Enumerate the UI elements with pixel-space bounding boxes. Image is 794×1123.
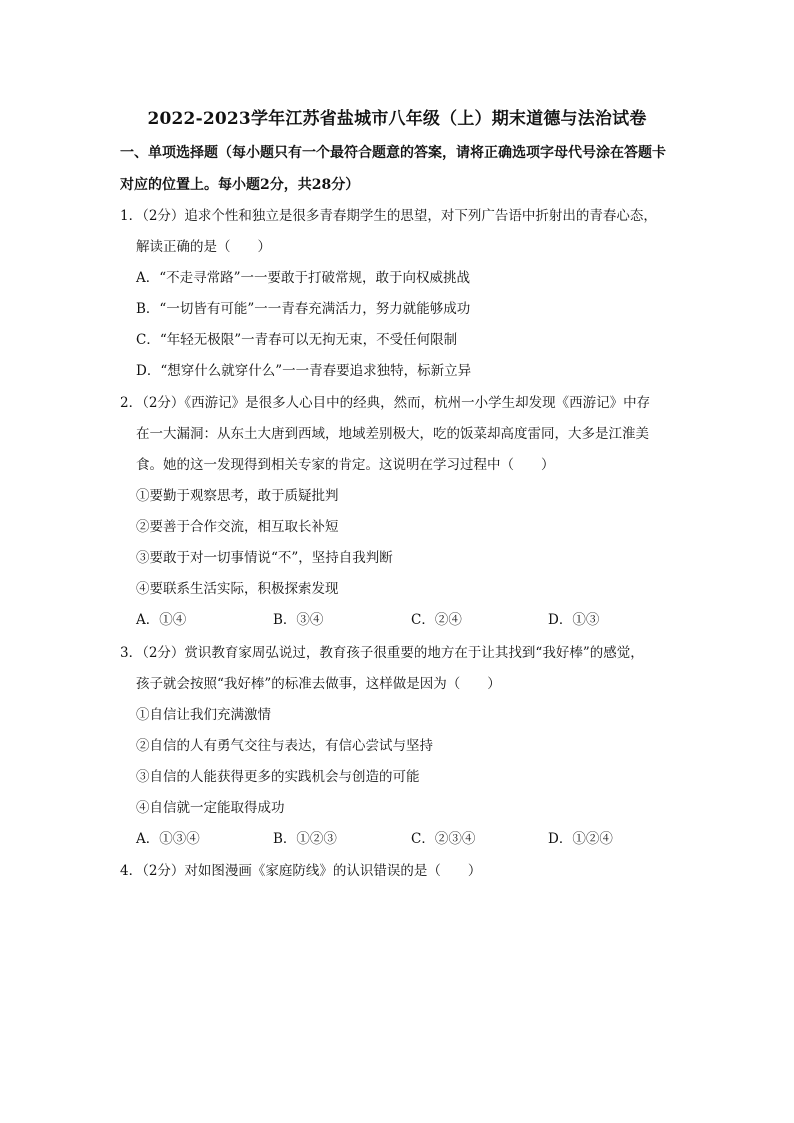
question-2-statement-2: ②要善于合作交流，相互取长补短 [136, 519, 339, 535]
question-2-option-d: D．①③ [548, 612, 600, 628]
question-2-statement-3: ③要敢于对一切事情说“不”，坚持自我判断 [136, 550, 393, 566]
question-2-stem-line-3: 食。她的这一发现得到相关专家的肯定。这说明在学习过程中（ ） [136, 457, 555, 473]
question-3-statement-2: ②自信的人有勇气交往与表达，有信心尝试与坚持 [136, 738, 433, 754]
question-1-stem-line-1: 1．（2分）追求个性和独立是很多青春期学生的思望，对下列广告语中折射出的青春心态， [120, 208, 657, 224]
question-1-option-d: D．“想穿什么就穿什么”一一青春要追求独特，标新立异 [136, 363, 472, 379]
section-heading-line-2: 对应的位置上。每小题2分，共28分） [120, 177, 360, 193]
question-2-option-a: A．①④ [136, 612, 187, 628]
question-3-option-d: D．①②④ [548, 831, 613, 847]
question-2-options [0, 610, 794, 630]
question-1-option-c: C．“年轻无极限”一青春可以无拘无束，不受任何限制 [136, 332, 458, 348]
question-3-options [0, 829, 794, 849]
page-title: 2022-2023学年江苏省盐城市八年级（上）期末道德与法治试卷 [147, 109, 647, 129]
question-3-stem-line-1: 3．（2分）赏识教育家周弘说过，教育孩子很重要的地方在于让其找到“我好棒”的感觉， [120, 645, 644, 661]
question-1-stem-line-2: 解读正确的是（ ） [136, 239, 271, 255]
question-2-stem-line-1: 2．（2分）《西游记》是很多人心目中的经典，然而，杭州一小学生却发现《西游记》中存 [120, 395, 651, 411]
question-3-statement-4: ④自信就一定能取得成功 [136, 800, 285, 816]
question-3-option-a: A．①③④ [136, 831, 200, 847]
question-1-option-a: A．“不走寻常路”一一要敢于打破常规，敢于向权威挑战 [136, 270, 471, 286]
section-heading-line-1: 一、单项选择题（每小题只有一个最符合题意的答案，请将正确选项字母代号涂在答题卡 [120, 145, 666, 161]
question-3-option-c: C．②③④ [411, 831, 476, 847]
question-1-option-b: B．“一切皆有可能”一一青春充满活力，努力就能够成功 [136, 301, 471, 317]
question-2-statement-1: ①要勤于观察思考，敢于质疑批判 [136, 488, 339, 504]
question-2-statement-4: ④要联系生活实际，积极探索发现 [136, 581, 339, 597]
question-3-stem-line-2: 孩子就会按照“我好棒”的标准去做事，这样做是因为（ ） [136, 676, 501, 692]
question-3-statement-1: ①自信让我们充满激情 [136, 707, 271, 723]
question-3-statement-3: ③自信的人能获得更多的实践机会与创造的可能 [136, 769, 420, 785]
question-3-option-b: B．①②③ [273, 831, 337, 847]
question-2-stem-line-2: 在一大漏洞：从东土大唐到西域，地域差别极大，吃的饭菜却高度雷同，大多是江淮美 [136, 426, 649, 442]
question-2-option-b: B．③④ [273, 612, 324, 628]
question-4-stem-line-1: 4．（2分）对如图漫画《家庭防线》的认识错误的是（ ） [120, 863, 482, 879]
question-2-option-c: C．②④ [411, 612, 462, 628]
